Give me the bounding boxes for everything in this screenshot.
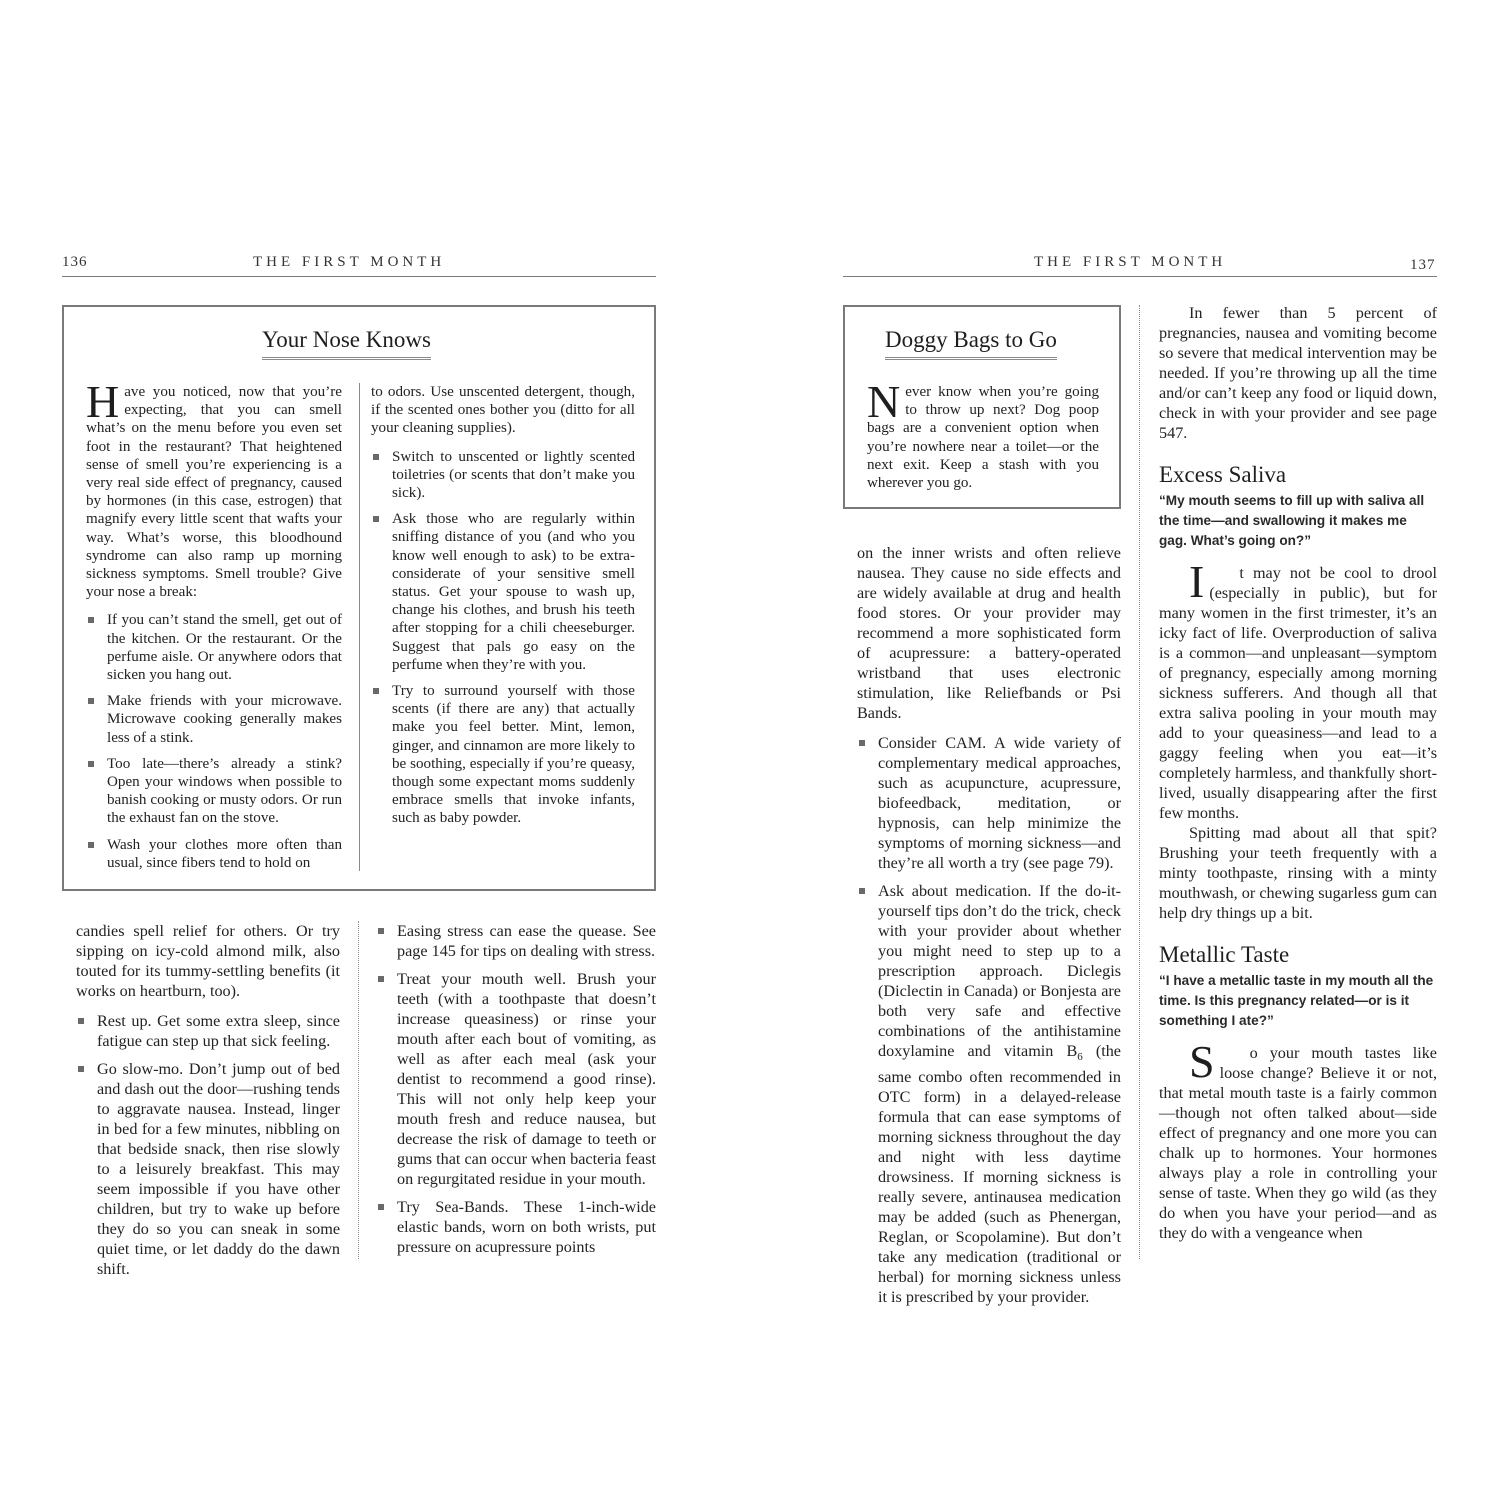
intro-paragraph: In fewer than 5 percent of pregnancies, nausea and vomiting become so severe that medical intervention may be needed. If you’re throwing up all the time and/or can’t keep any food or liquid down, check in with your provider and see page 547. bbox=[1159, 304, 1437, 442]
sidebar-col-2 bbox=[371, 383, 635, 836]
left-body-col-2 bbox=[376, 921, 656, 1265]
body-bullets bbox=[857, 733, 1121, 1307]
drop-cap: N bbox=[867, 376, 901, 427]
sidebar-bullets-2 bbox=[371, 448, 635, 828]
answer-saliva: I t may not be cool to drool (especially in public), but for many women in the first trimester, it’s an icky fact of life. Overproduction of saliva is a common—and unpleasant—symptom of pregnancy, especially among morning sickness sufferers. And though all that extra saliva pooling in your mouth may add to your queasiness—and lead to a gaggy feeling when you eat—it’s completely harmless, and thankfully short-lived, usually disappearing after the first few months. bbox=[1159, 556, 1437, 822]
list-item: Wash your clothes more often than usual, since fibers tend to hold on bbox=[86, 836, 342, 872]
question-metallic: “I have a metallic taste in my mouth all the time. Is this pregnancy related—or is it something I ate?” bbox=[1159, 973, 1434, 1028]
list-item: Rest up. Get some extra sleep, since fatigue can step up that sick feeling. bbox=[76, 1011, 340, 1051]
header-rule bbox=[62, 276, 656, 277]
right-body-col-2 bbox=[1159, 303, 1437, 1243]
list-item: Switch to unscented or lightly scented toiletries (or scents that don’t make you sick). bbox=[371, 448, 635, 503]
list-item: Make friends with your microwave. Microwave cooking generally makes less of a stink. bbox=[86, 692, 342, 747]
list-item: Go slow-mo. Don’t jump out of bed and dash out the door—rushing tends to aggravate nausea. Instead, linger in bed for a few minutes, nibbling on that bedside snack, then rise slowly to a leisurely breakfast. This may seem impossible if you have other children, but try to wake up before they do so you can sneak in some quiet time, or let daddy do the dawn shift. bbox=[76, 1059, 340, 1279]
column-divider bbox=[1139, 305, 1140, 1259]
sidebar-intro: Have you noticed, now that you’re expecting, that you can smell what’s on the menu before you even set foot in the restaurant? That heightened sense of smell you’re experiencing is a very real side effect of pregnancy, caused by hormones (in this case, estrogen) that magnify every little scent that wafts your way. What’s worse, this bloodhound syndrome can also ramp up morning sickness symptoms. Smell trouble? Give your nose a break: bbox=[86, 376, 342, 601]
page-number: 137 bbox=[1410, 257, 1436, 273]
section-heading-saliva: Excess Saliva bbox=[1159, 462, 1287, 487]
list-item: Easing stress can ease the quease. See page 145 for tips on dealing with stress. bbox=[376, 921, 656, 961]
answer-saliva-2: Spitting mad about all that spit? Brushing your teeth frequently with a minty toothpaste, rinsing with a minty mouthwash, or chewing sugarless gum can help dry things up a bit. bbox=[1159, 824, 1437, 922]
sidebar-continuation: to odors. Use unscented detergent, though, if the scented ones bother you (ditto for all your cleaning supplies). bbox=[371, 384, 635, 437]
body-bullets-2 bbox=[376, 921, 656, 1257]
running-head: THE FIRST MONTH bbox=[1034, 254, 1227, 270]
list-item: If you can’t stand the smell, get out of the kitchen. Or the restaurant. Or the perfume aisle. Or anywhere odors that sicken you hang out. bbox=[86, 611, 342, 684]
list-item: Too late—there’s already a stink? Open your windows when possible to banish cooking or musty odors. Or run the exhaust fan on the stove. bbox=[86, 755, 342, 828]
list-item: Ask those who are regularly within sniffing distance of you (and who you know well enough to ask) to be extra-considerate of your sensitive smell status. Get your spouse to wash up, change his clothes, and brush his teeth after stopping for a chili cheeseburger. Suggest that pals go easy on the perfume when they’re with you. bbox=[371, 510, 635, 674]
body-continuation: candies spell relief for others. Or try sipping on icy-cold almond milk, also touted for its tummy-settling benefits (it works on heartburn, too). bbox=[76, 922, 340, 1000]
sidebar-text: Never know when you’re going to throw up next? Dog poop bags are a convenient option when you’re nowhere near a toilet—or the next exit. Keep a stash with you wherever you go. bbox=[867, 376, 1099, 492]
body-bullets-1 bbox=[76, 1011, 340, 1279]
sidebar-column-divider bbox=[359, 383, 360, 871]
drop-cap: S bbox=[1189, 1036, 1215, 1087]
list-item: Treat your mouth well. Brush your teeth (with a toothpaste that doesn’t increase queasiness) or rinse your mouth after each bout of vomiting, as well as after each meal (ask your dentist to recommend a good rinse). This will not only help keep your mouth fresh and reduce nausea, but decrease the risk of damage to teeth or gums that can occur when bacteria feast on regurgitated residue in your mouth. bbox=[376, 969, 656, 1189]
sidebar-title: Your Nose Knows bbox=[262, 327, 431, 360]
right-body-col-1 bbox=[857, 543, 1121, 1315]
left-body-col-1 bbox=[76, 921, 340, 1287]
drop-cap: I bbox=[1189, 556, 1205, 607]
list-item: Ask about medication. If the do-it-yourself tips don’t do the trick, check with your provider about whether you might need to step up to a prescription approach. Diclegis (Diclectin in Canada) or Bonjesta are both very safe and effective combinations of the antihistamine doxylamine and vitamin $B_6$ (the same combo often recommended in OTC form) in a delayed-release formula that can ease symptoms of morning sickness throughout the day and night with less daytime drowsiness. If morning sickness is really severe, antinausea medication may be added (such as Phenergan, Reglan, or Scopolamine). But don’t take any medication (traditional or herbal) for morning sickness unless it is prescribed by your provider. bbox=[857, 881, 1121, 1307]
section-heading-metallic: Metallic Taste bbox=[1159, 942, 1290, 967]
question-saliva: “My mouth seems to fill up with saliva all the time—and swallowing it makes me gag. What’s going on?” bbox=[1159, 493, 1425, 548]
sidebar-title: Doggy Bags to Go bbox=[885, 327, 1057, 360]
sidebar-bullets-1 bbox=[86, 611, 342, 872]
answer-metallic: S o your mouth tastes like loose change? Believe it or not, that metal mouth taste is a fairly common—though not often talked about—side effect of pregnancy and one more you can chalk up to hormones. Your hormones always play a role in controlling your sense of taste. When they go wild (as they do when you have your period—and as they do with a vengeance when bbox=[1159, 1036, 1437, 1242]
drop-cap: H bbox=[86, 376, 120, 427]
body-continuation: on the inner wrists and often relieve nausea. They cause no side effects and are widely available at drug and health food stores. Or your provider may recommend a more sophisticated form of acupressure: a battery-operated wristband that uses electronic stimulation, like Reliefbands or Psi Bands. bbox=[857, 544, 1121, 722]
list-item: Consider CAM. A wide variety of complementary medical approaches, such as acupuncture, acupressure, biofeedback, meditation, or hypnosis, can help minimize the symptoms of morning sickness—and they’re all worth a try (see page 79). bbox=[857, 733, 1121, 873]
column-divider bbox=[358, 921, 359, 1259]
page-number: 136 bbox=[62, 254, 88, 270]
sidebar-doggy-bags bbox=[843, 305, 1121, 509]
running-head: THE FIRST MONTH bbox=[253, 254, 446, 270]
sidebar-col-1 bbox=[86, 376, 342, 880]
list-item: Try to surround yourself with those scents (if there are any) that actually make you feel better. Mint, lemon, ginger, and cinnamon are more likely to be soothing, especially if you’re queasy, though some expectant moms suddenly embrace smells that invoke infants, such as baby powder. bbox=[371, 682, 635, 828]
header-rule bbox=[843, 276, 1437, 277]
list-item: Try Sea-Bands. These 1-inch-wide elastic bands, worn on both wrists, put pressure on acupressure points bbox=[376, 1197, 656, 1257]
sidebar-your-nose-knows bbox=[62, 305, 656, 891]
